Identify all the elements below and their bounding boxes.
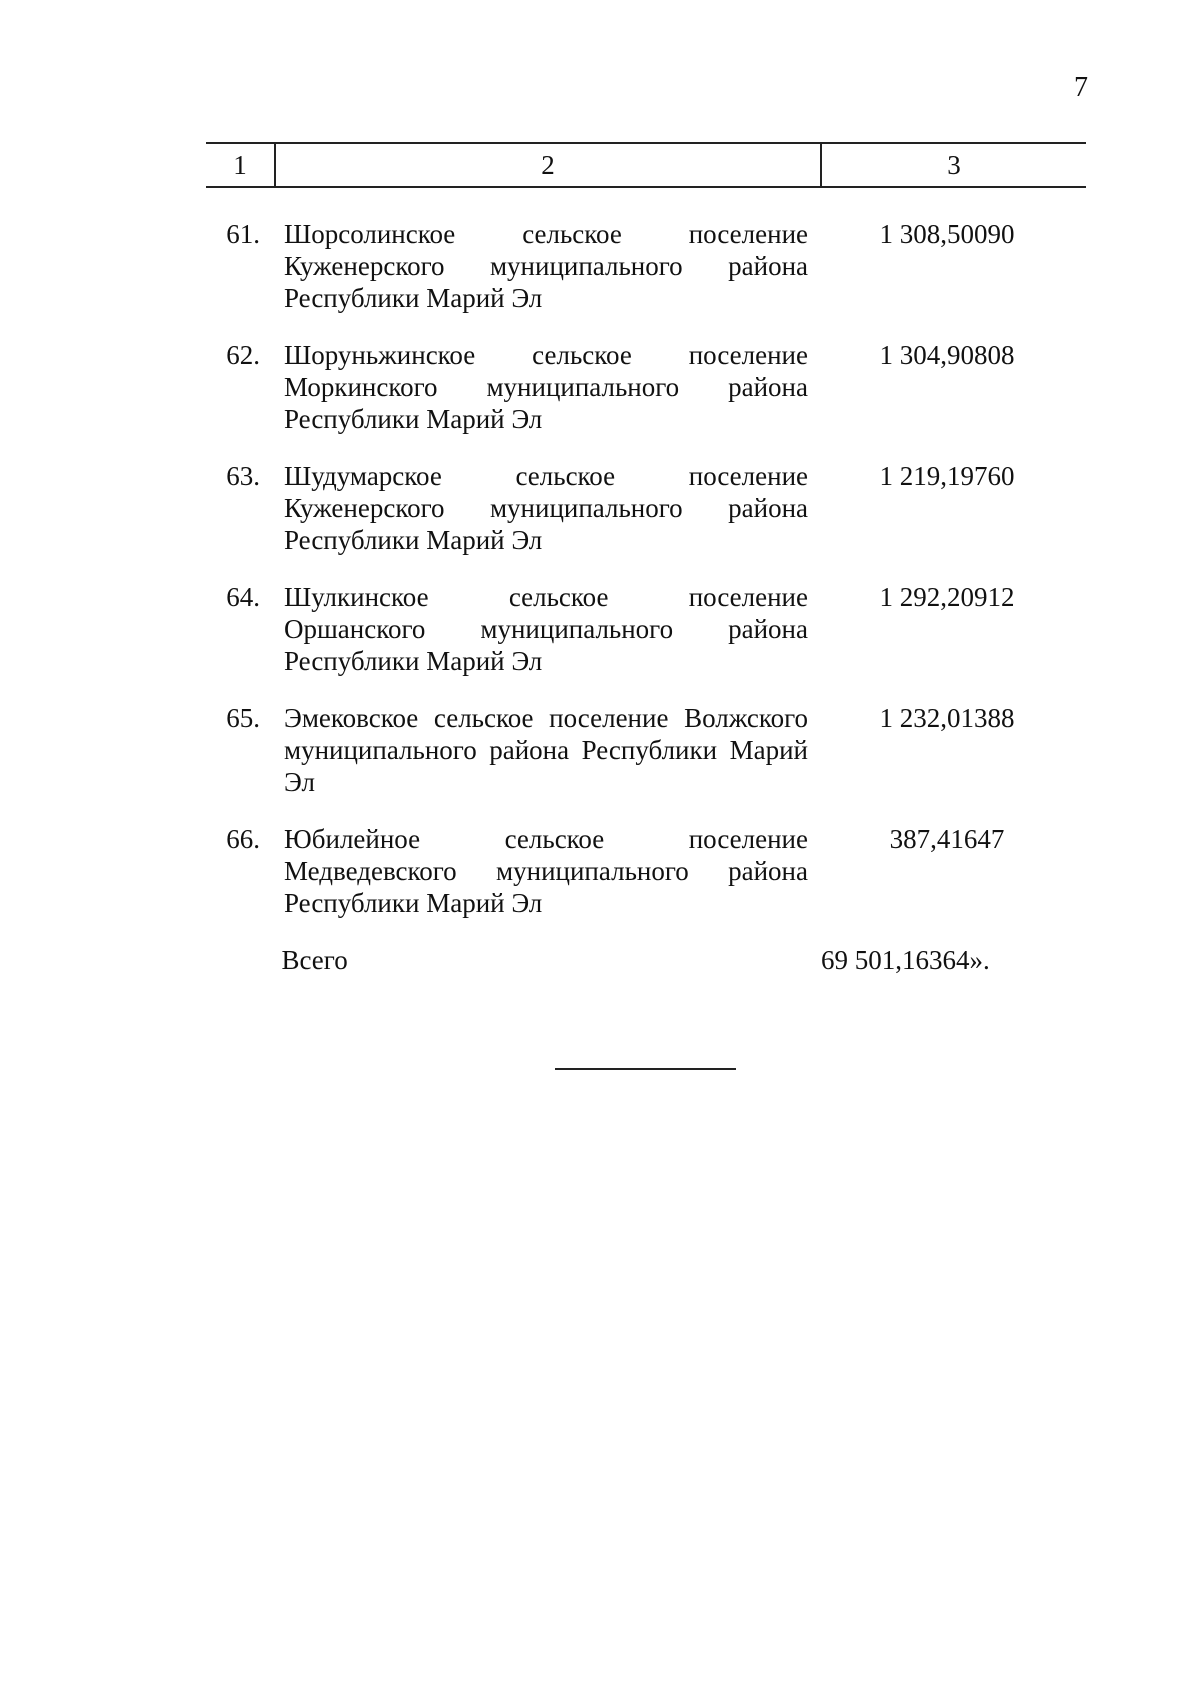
settlement-name: Эмековское сельское поселение Волжского муниципального района Республики Марий Эл [284,703,808,797]
settlements-table [206,142,1086,1001]
table-row [206,460,1086,556]
row-amount: 1 308,50090 [879,219,1015,249]
row-amount: 1 232,01388 [879,703,1015,733]
table-row [206,339,1086,435]
row-number: 61. [226,219,260,249]
total-row [206,944,1086,976]
total-label: Всего [281,945,348,975]
settlement-name: Шоруньжинское сельское поселение Моркинского муниципального района Республики Марий Эл [284,340,808,434]
settlement-name: Шудумарское сельское поселение Куженерского муниципального района Республики Марий Эл [284,461,808,555]
settlement-name: Юбилейное сельское поселение Медведевского муниципального района Республики Марий Эл [284,824,808,918]
table-row [206,702,1086,798]
page-number: 7 [1074,72,1088,103]
row-number: 63. [226,461,260,491]
row-number: 65. [226,703,260,733]
table-row [206,581,1086,677]
row-amount: 387,41647 [889,824,1005,854]
total-number-cell [206,944,281,976]
row-number: 62. [226,340,260,370]
row-number: 66. [226,824,260,854]
row-number: 64. [226,582,260,612]
table-body [206,218,1086,976]
settlement-name: Шулкинское сельское поселение Оршанского муниципального района Республики Марий Эл [284,582,808,676]
row-amount: 1 292,20912 [879,582,1015,612]
row-amount: 1 219,19760 [879,461,1015,491]
column-header-1: 1 [206,144,276,186]
column-header-2: 2 [276,144,822,186]
table-row [206,823,1086,919]
end-of-document-rule [555,1068,736,1070]
column-header-3: 3 [947,149,961,180]
row-amount: 1 304,90808 [879,340,1015,370]
total-amount: 69 501,16364». [821,945,990,975]
table-header-row [206,142,1086,188]
settlement-name: Шорсолинское сельское поселение Куженерского муниципального района Республики Марий Эл [284,219,808,313]
table-row [206,218,1086,314]
